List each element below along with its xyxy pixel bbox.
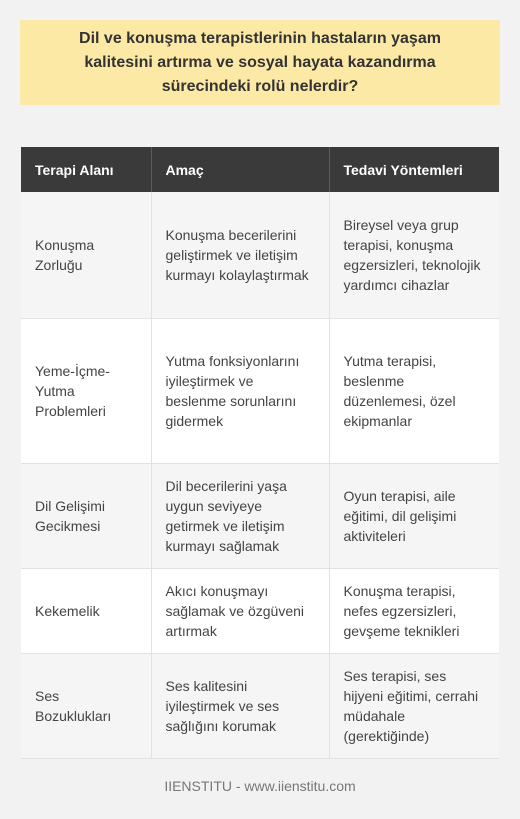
table-row [21, 192, 499, 318]
page-title: Dil ve konuşma terapistlerinin hastaların yaşam kalitesini artırma ve sosyal hayata kazandırma sürecindeki rolü nelerdir? [79, 29, 441, 95]
therapy-table [21, 147, 499, 759]
table-row [21, 463, 499, 568]
table-cell-methods: Ses terapisi, ses hijyeni eğitimi, cerrahi müdahale (gerektiğinde) [329, 653, 499, 758]
table-row [21, 318, 499, 463]
table-row [21, 653, 499, 758]
table-cell-area: Kekemelik [21, 568, 151, 653]
column-header-goal: Amaç [151, 147, 329, 192]
table-cell-goal: Yutma fonksiyonlarını iyileştirmek ve beslenme sorunlarını gidermek [151, 318, 329, 463]
column-header-treatment-methods: Tedavi Yöntemleri [329, 147, 499, 192]
table-cell-goal: Ses kalitesini iyileştirmek ve ses sağlığını korumak [151, 653, 329, 758]
title-banner [20, 20, 500, 105]
table-header-row [21, 147, 499, 192]
table-cell-goal: Akıcı konuşmayı sağlamak ve özgüveni artırmak [151, 568, 329, 653]
table-cell-methods: Yutma terapisi, beslenme düzenlemesi, özel ekipmanlar [329, 318, 499, 463]
table-cell-area: Yeme-İçme-Yutma Problemleri [21, 318, 151, 463]
table-row [21, 568, 499, 653]
table-cell-goal: Dil becerilerini yaşa uygun seviyeye getirmek ve iletişim kurmayı sağlamak [151, 463, 329, 568]
table-cell-goal: Konuşma becerilerini geliştirmek ve iletişim kurmayı kolaylaştırmak [151, 192, 329, 318]
table-cell-area: Konuşma Zorluğu [21, 192, 151, 318]
table-cell-area: Dil Gelişimi Gecikmesi [21, 463, 151, 568]
table-cell-methods: Bireysel veya grup terapisi, konuşma egzersizleri, teknolojik yardımcı cihazlar [329, 192, 499, 318]
table-cell-methods: Oyun terapisi, aile eğitimi, dil gelişimi aktiviteleri [329, 463, 499, 568]
table-cell-methods: Konuşma terapisi, nefes egzersizleri, gevşeme teknikleri [329, 568, 499, 653]
footer-credit: IIENSTITU - www.iienstitu.com [164, 778, 356, 794]
column-header-therapy-area: Terapi Alanı [21, 147, 151, 192]
table-cell-area: Ses Bozuklukları [21, 653, 151, 758]
